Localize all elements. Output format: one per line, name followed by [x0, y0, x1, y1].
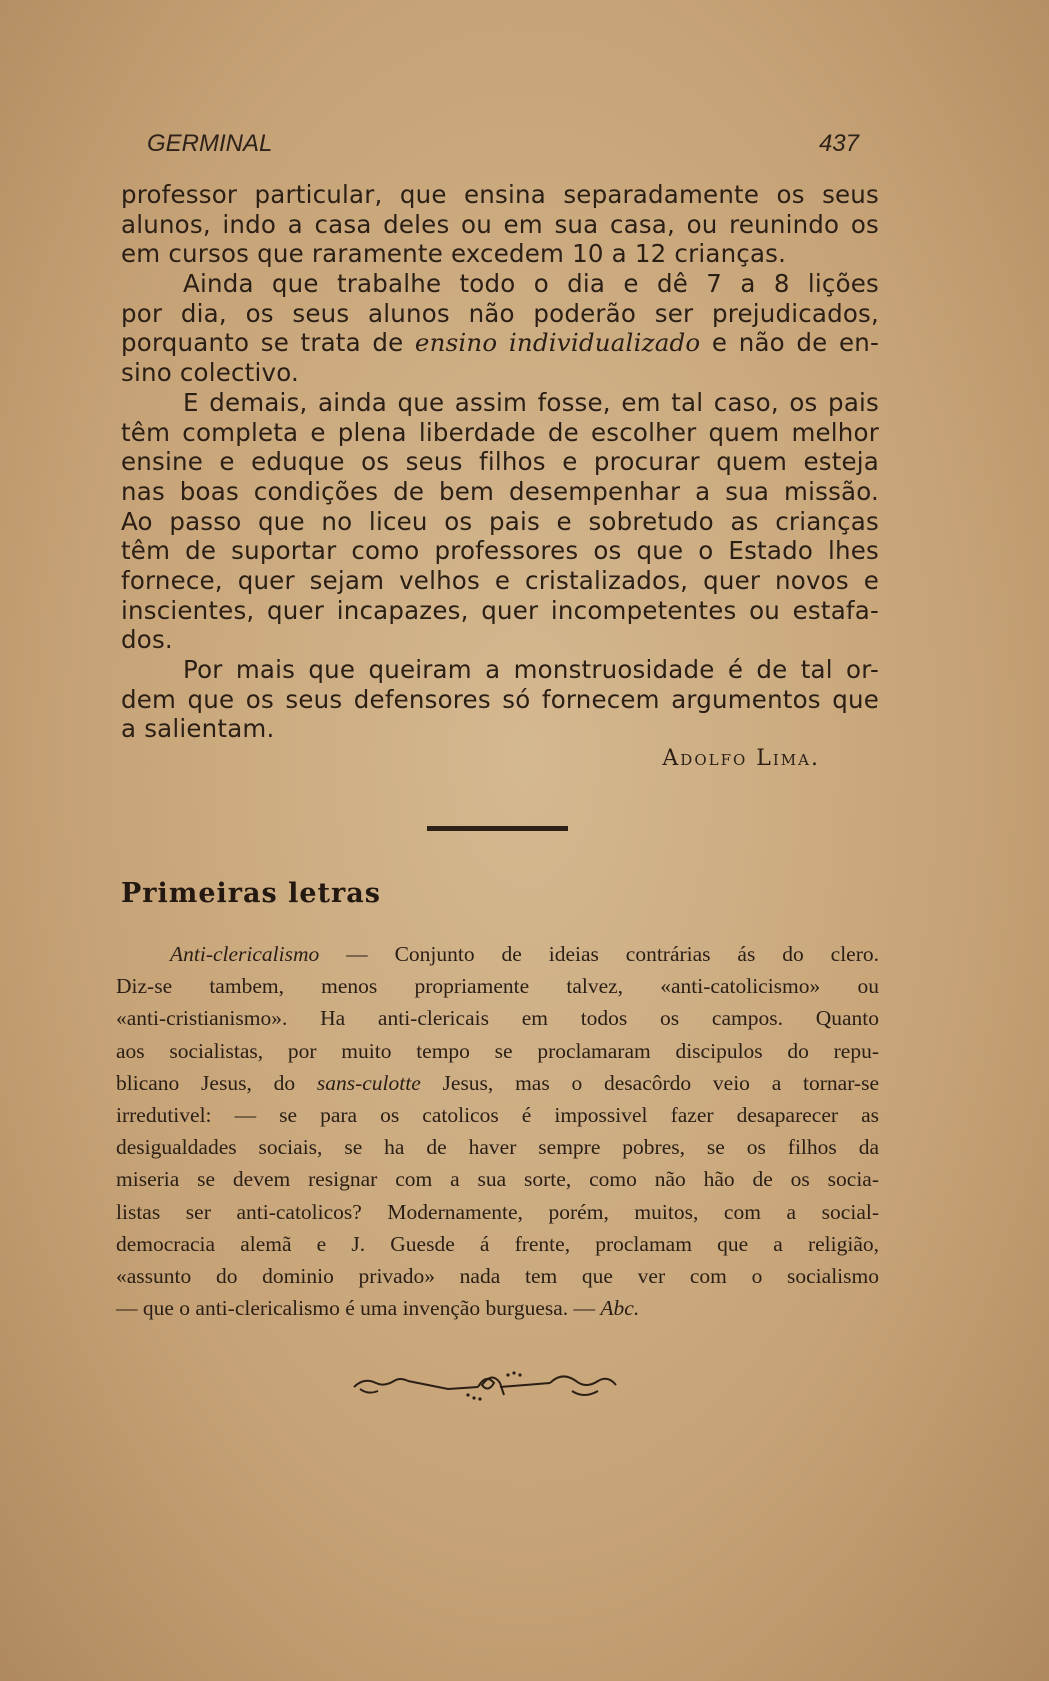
text-line: em cursos que raramente excedem 10 a 12 crianças.: [121, 239, 787, 269]
italic-term: sans-culotte: [316, 1070, 421, 1095]
text-line: porquanto se trata de ensino individualizado e não de en-: [121, 328, 879, 358]
decorative-flourish-icon: [350, 1365, 630, 1405]
page-number: 437: [818, 130, 859, 157]
text-line: ensine e eduque os seus filhos e procurar quem esteja: [121, 447, 879, 477]
section-body: [116, 938, 879, 1324]
text-line: irredutivel: — se para os catolicos é impossivel fazer desaparecer as: [116, 1102, 879, 1127]
text-line: «assunto do dominio privado» nada tem que ver com o socialismo: [116, 1263, 879, 1288]
text-line: professor particular, que ensina separadamente os seus: [121, 180, 879, 209]
text-line: sino colectivo.: [121, 358, 299, 388]
text-line: desigualdades sociais, se ha de haver sempre pobres, se os filhos da: [116, 1135, 879, 1160]
text-line: aos socialistas, por muito tempo se proclamaram discipulos do repu-: [116, 1038, 879, 1063]
italic-phrase: ensino individualizado: [414, 328, 701, 358]
text-line: «anti-cristianismo». Ha anti-clericais em todos os campos. Quanto: [116, 1006, 879, 1031]
text-line: por dia, os seus alunos não poderão ser prejudicados,: [121, 298, 879, 328]
text-line: Diz-se tambem, menos propriamente talvez, «anti-catolicismo» ou: [116, 974, 879, 999]
section-heading: Primeiras letras: [121, 878, 381, 909]
text-line: têm completa e plena liberdade de escolher quem melhor: [121, 417, 879, 447]
italic-signature: Abc.: [600, 1296, 640, 1321]
text-line: dem que os seus defensores só fornecem argumentos que: [121, 684, 879, 714]
text-line: listas ser anti-catolicos? Modernamente, porém, muitos, com a social-: [116, 1199, 879, 1224]
text-line: blicano Jesus, do sans-culotte Jesus, mas o desacôrdo veio a tornar-se: [116, 1070, 879, 1095]
text-line: nas boas condições de bem desempenhar a sua missão.: [121, 476, 879, 506]
text-line: — que o anti-clericalismo é uma invenção burguesa. — Abc.: [116, 1296, 640, 1321]
running-header: [147, 130, 859, 170]
article-body: [121, 180, 879, 744]
text-line: fornece, quer sejam velhos e cristalizados, quer novos e: [121, 565, 879, 595]
text-line: a salientam.: [121, 714, 275, 744]
text-line: dos.: [121, 625, 173, 655]
text-line: Anti-clericalismo — Conjunto de ideias contrárias ás do clero.: [170, 942, 879, 966]
text-line: E demais, ainda que assim fosse, em tal caso, os pais: [183, 387, 879, 417]
text-line: Ainda que trabalhe todo o dia e dê 7 a 8 lições: [183, 269, 879, 299]
italic-term: Anti-clericalismo: [170, 942, 320, 966]
text-line: têm de suportar como professores os que o Estado lhes: [121, 536, 879, 566]
section-divider: [427, 826, 568, 831]
text-line: democracia alemã e J. Guesde á frente, proclamam que a religião,: [116, 1231, 879, 1256]
text-line: inscientes, quer incapazes, quer incompetentes ou estafa-: [121, 595, 879, 625]
text-line: Por mais que queiram a monstruosidade é de tal or-: [183, 655, 879, 684]
author-signature: Adolfo Lima.: [662, 746, 820, 771]
text-line: miseria se devem resignar com a sua sorte, como não hão de os socia-: [116, 1167, 879, 1192]
text-line: alunos, indo a casa deles ou em sua casa, ou reunindo os: [121, 209, 879, 239]
text-line: Ao passo que no liceu os pais e sobretudo as crianças: [121, 506, 879, 536]
journal-title: GERMINAL: [147, 130, 273, 157]
